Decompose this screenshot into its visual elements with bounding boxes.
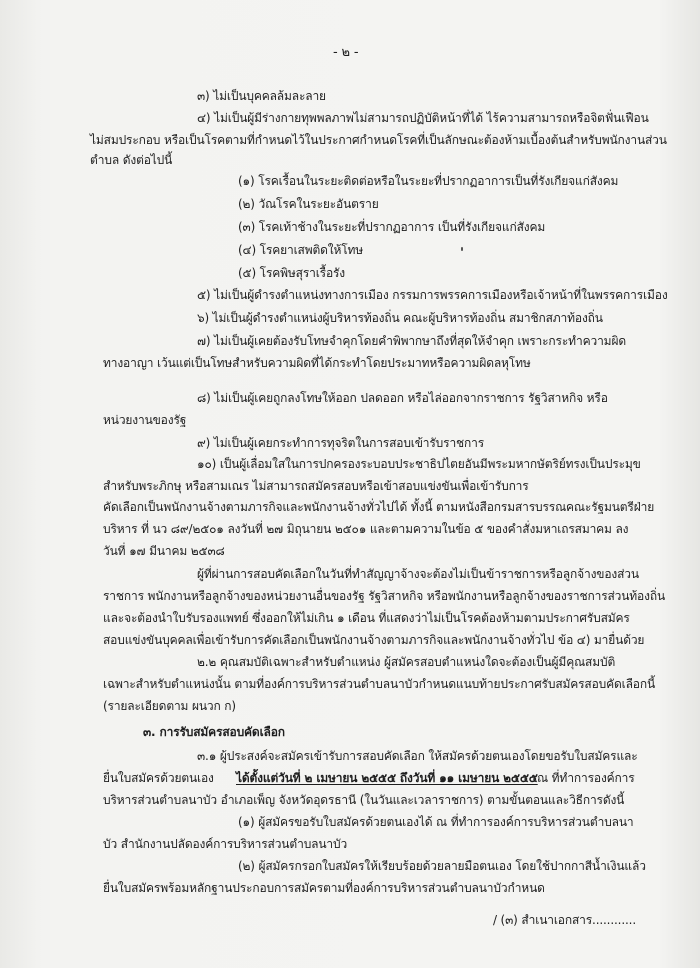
item-4-disability: ๔) ไม่เป็นผู้มีร่างกายทุพพลภาพไม่สามารถปฏิบัติหน้าที่ได้ ไร้ความสามารถหรือจิตฟั่นเฟือน — [197, 111, 649, 125]
monk-rule-2: คัดเลือกเป็นพนักงานจ้างตามภารกิจและพนักงานจ้างทั่วไปได้ ทั้งนี้ ตามหนังสือกรมสารบรรณคณะรัฐมนตรีฝ่าย — [103, 500, 655, 514]
monk-rule-3: บริหาร ที่ นว ๘๙/๒๕๐๑ ลงวันที่ ๒๗ มิถุนายน ๒๕๐๑ และตามความในข้อ ๕ ของคำสั่งมหาเถรสมาคม ลง — [103, 522, 629, 536]
step-1-request-form: (๑) ผู้สมัครขอรับใบสมัครด้วยตนเองได้ ณ ที่ทำการองค์การบริหารส่วนตำบลนา — [238, 815, 634, 829]
contract-condition-3: และจะต้องนำใบรับรองแพทย์ ซึ่งออกให้ไม่เกิน ๑ เดือน ที่แสดงว่าไม่เป็นโรคต้องห้ามตามประกาศรับสมัคร — [103, 611, 630, 625]
section-3-heading: ๓. การรับสมัครสอบคัดเลือก — [143, 725, 285, 739]
disease-2: (๒) วัณโรคในระยะอันตราย — [238, 197, 379, 211]
scan-speck — [461, 247, 463, 251]
section-2-2-continued: เฉพาะสำหรับตำแหน่งนั้น ตามที่องค์การบริหารส่วนตำบลนาบัวกำหนดแนบท้ายประกาศรับสมัครสอบคัดเลือกนี้ — [103, 677, 656, 691]
disease-1: (๑) โรคเรื้อนในระยะติดต่อหรือในระยะที่ปรากฏอาการเป็นที่รังเกียจแก่สังคม — [238, 174, 619, 188]
disease-4: (๔) โรคยาเสพติดให้โทษ — [238, 243, 364, 257]
contract-condition-2: ราชการ พนักงานหรือลูกจ้างของหน่วยงานอื่นของรัฐ รัฐวิสาหกิจ หรือพนักงานหรือลูกจ้างของราชการส่วนท้องถิ่น — [103, 589, 665, 603]
contract-condition-1: ผู้ที่ผ่านการสอบคัดเลือกในวันที่ทำสัญญาจ้างจะต้องไม่เป็นข้าราชการหรือลูกจ้างของส่วน — [197, 567, 639, 581]
step-1-continued: บัว สำนักงานปลัดองค์การบริหารส่วนตำบลนาบัว — [103, 837, 348, 851]
step-2-fill-form: (๒) ผู้สมัครกรอกใบสมัครให้เรียบร้อยด้วยลายมือตนเอง โดยใช้ปากกาสีน้ำเงินแล้ว — [238, 859, 646, 873]
item-3-bankrupt: ๓) ไม่เป็นบุคคลล้มละลาย — [197, 89, 326, 103]
item-8-dismissed: ๘) ไม่เป็นผู้เคยถูกลงโทษให้ออก ปลดออก หรือไล่ออกจากราชการ รัฐวิสาหกิจ หรือ — [197, 391, 608, 405]
item-5-political: ๕) ไม่เป็นผู้ดำรงตำแหน่งทางการเมือง กรรมการพรรคการเมืองหรือเจ้าหน้าที่ในพรรคการเมือง — [197, 288, 668, 302]
item-4-continued: ไม่สมประกอบ หรือเป็นโรคตามที่กำหนดไว้ในประกาศกำหนดโรคที่เป็นลักษณะต้องห้ามเบื้องต้นสำหรับพนักงานส่วน — [90, 133, 667, 147]
item-9-fraud: ๙) ไม่เป็นผู้เคยกระทำการทุจริตในการสอบเข้ารับราชการ — [197, 436, 485, 450]
section-2-2-annex: (รายละเอียดตาม ผนวก ก) — [103, 699, 236, 713]
section-3-1-text: ๓.๑ ผู้ประสงค์จะสมัครเข้ารับการสอบคัดเลือก ให้สมัครด้วยตนเองโดยขอรับใบสมัครและ — [197, 749, 638, 763]
contract-condition-4: สอบแข่งขันบุคคลเพื่อเข้ารับการคัดเลือกเป็นพนักงานจ้างตามภารกิจและพนักงานจ้างทั่วไป ข้อ ๔) มายื่นด้วย — [103, 633, 645, 647]
section-3-1-location: บริหารส่วนตำบลนาบัว อำเภอเพ็ญ จังหวัดอุดรธานี (ในวันและเวลาราชการ) ตามขั้นตอนและวิธีการดังนี้ — [103, 793, 625, 807]
item-8-continued: หน่วยงานของรัฐ — [103, 413, 187, 427]
section-3-1-apply-in-person: ยื่นใบสมัครด้วยตนเอง — [103, 771, 214, 785]
item-6-local-admin: ๖) ไม่เป็นผู้ดำรงตำแหน่งผู้บริหารท้องถิ่น คณะผู้บริหารท้องถิ่น สมาชิกสภาท้องถิ่น — [197, 311, 603, 325]
application-place: ณ ที่ทำการองค์การ — [537, 771, 635, 785]
item-4-continued-2: ตำบล ดังต่อไปนี้ — [90, 153, 173, 167]
item-7-imprisonment: ๗) ไม่เป็นผู้เคยต้องรับโทษจำคุกโดยคำพิพากษาถึงที่สุดให้จำคุก เพราะกระทำความผิด — [197, 334, 626, 348]
page-number: - ๒ - — [333, 45, 359, 60]
disease-3: (๓) โรคเท้าช้างในระยะที่ปรากฏอาการ เป็นที่รังเกียจแก่สังคม — [238, 220, 546, 234]
application-period: ได้ตั้งแต่วันที่ ๒ เมษายน ๒๕๕๕ ถึงวันที่ ๑๑ เมษายน ๒๕๕๕ — [236, 771, 538, 785]
continuation-note: / (๓) สำเนาเอกสาร............ — [493, 913, 636, 927]
disease-5: (๕) โรคพิษสุราเรื้อรัง — [238, 266, 346, 280]
monk-rule-4: วันที่ ๑๗ มีนาคม ๒๕๓๘ — [103, 544, 225, 558]
item-10-democracy: ๑๐) เป็นผู้เลื่อมใสในการปกครองระบอบประชาธิปไตยอันมีพระมหากษัตริย์ทรงเป็นประมุข — [197, 457, 641, 471]
item-7-continued: ทางอาญา เว้นแต่เป็นโทษสำหรับความผิดที่ได้กระทำโดยประมาทหรือความผิดลหุโทษ — [103, 356, 531, 370]
step-2-continued: ยื่นใบสมัครพร้อมหลักฐานประกอบการสมัครตามที่องค์การบริหารส่วนตำบลนาบัวกำหนด — [103, 881, 545, 895]
section-2-2-qualifications: ๒.๒ คุณสมบัติเฉพาะสำหรับตำแหน่ง ผู้สมัครสอบตำแหน่งใดจะต้องเป็นผู้มีคุณสมบัติ — [197, 655, 616, 669]
monk-rule-1: สำหรับพระภิกษุ หรือสามเณร ไม่สามารถสมัครสอบหรือเข้าสอบแข่งขันเพื่อเข้ารับการ — [103, 479, 529, 493]
